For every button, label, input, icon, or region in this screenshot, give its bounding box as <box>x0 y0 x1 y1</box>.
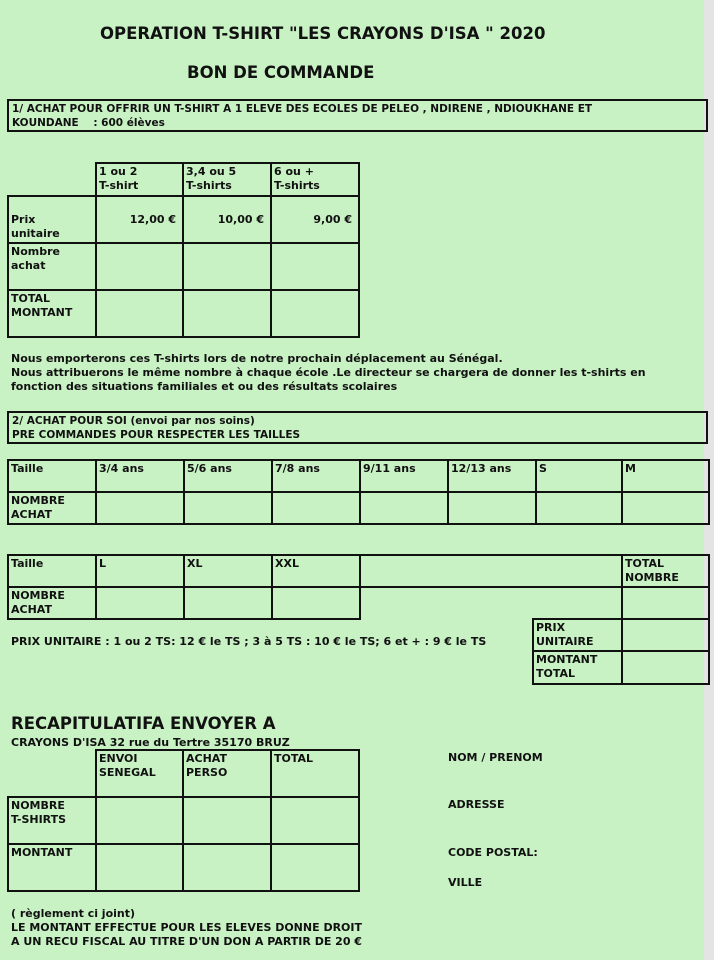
section1-heading-box <box>7 99 708 132</box>
footer-note: ( règlement ci joint) LE MONTANT EFFECTUE POUR LES ELEVES DONNE DROIT A UN RECU FISCAL AU TITRE D'UN DON A PARTIR DE 20 € <box>11 907 362 948</box>
prix-unitaire-info: PRIX UNITAIRE : 1 ou 2 TS: 12 € le TS ; 3 à 5 TS : 10 € le TS; 6 et + : 9 € le TS <box>11 635 487 648</box>
section2-heading-line2: PRE COMMANDES POUR RESPECTER LES TAILLES <box>12 429 301 441</box>
recap-nombre-envoi[interactable] <box>96 797 183 844</box>
blank-cell <box>360 555 622 587</box>
recap-montant-envoi[interactable] <box>96 844 183 891</box>
total-nombre-label: TOTAL NOMBRE <box>622 555 709 587</box>
prix-montant-table <box>532 618 710 685</box>
qty-m[interactable] <box>622 492 709 524</box>
qty-9-11[interactable] <box>360 492 448 524</box>
nombre-cell-2[interactable] <box>183 243 271 290</box>
field-code-postal[interactable]: CODE POSTAL: <box>448 846 538 859</box>
sizes-table-2 <box>7 554 710 620</box>
row-label-prix: Prix unitaire <box>8 196 96 243</box>
size-xxl: XXL <box>272 555 360 587</box>
qty-l[interactable] <box>96 587 184 619</box>
section1-heading-line2: KOUNDANE : 600 élèves <box>12 117 165 129</box>
size-5-6: 5/6 ans <box>184 460 272 492</box>
qty-5-6[interactable] <box>184 492 272 524</box>
price-cell-2: 10,00 € <box>183 196 271 243</box>
taille-label: Taille <box>8 460 96 492</box>
recap-title: RECAPITULATIFA ENVOYER A <box>11 714 276 733</box>
size-3-4: 3/4 ans <box>96 460 184 492</box>
size-xl: XL <box>184 555 272 587</box>
field-ville[interactable]: VILLE <box>448 876 483 889</box>
total-cell-1[interactable] <box>96 290 183 337</box>
recap-col-envoi: ENVOI SENEGAL <box>96 750 183 797</box>
section2-heading-box <box>7 411 708 444</box>
recap-col-total: TOTAL <box>271 750 359 797</box>
qty-3-4[interactable] <box>96 492 184 524</box>
col-header-3-5: 3,4 ou 5 T-shirts <box>183 163 271 196</box>
empty-cell <box>360 587 622 619</box>
size-7-8: 7/8 ans <box>272 460 360 492</box>
nombre-achat-label: NOMBRE ACHAT <box>8 492 96 524</box>
recap-montant-achat[interactable] <box>183 844 271 891</box>
col-header-6-plus: 6 ou + T-shirts <box>271 163 359 196</box>
montant-total-label: MONTANT TOTAL <box>533 651 622 684</box>
field-adresse[interactable]: ADRESSE <box>448 798 505 811</box>
recap-montant-total[interactable] <box>271 844 359 891</box>
recap-table <box>7 749 360 892</box>
qty-7-8[interactable] <box>272 492 360 524</box>
offer-price-table <box>7 162 360 338</box>
section2-heading-line1: 2/ ACHAT POUR SOI (envoi par nos soins) <box>12 415 255 427</box>
section1-note: Nous emporterons ces T-shirts lors de notre prochain déplacement au Sénégal. Nous attribuerons le même nombre à chaque école .Le directeur se chargera de donner les t-shirts en fonction des situations familiales et ou des résultats scolaires <box>11 352 646 393</box>
total-nombre-value[interactable] <box>622 587 709 619</box>
taille-label-2: Taille <box>8 555 96 587</box>
nombre-achat-label-2: NOMBRE ACHAT <box>8 587 96 619</box>
table-corner <box>8 163 96 196</box>
qty-xxl[interactable] <box>272 587 360 619</box>
recap-row-nombre: NOMBRE T-SHIRTS <box>8 797 96 844</box>
row-label-nombre: Nombre achat <box>8 243 96 290</box>
size-l: L <box>96 555 184 587</box>
col-header-1-2: 1 ou 2 T-shirt <box>96 163 183 196</box>
prix-unitaire-label: PRIX UNITAIRE <box>533 619 622 651</box>
prix-unitaire-value[interactable] <box>622 619 709 651</box>
size-12-13: 12/13 ans <box>448 460 536 492</box>
recap-nombre-achat[interactable] <box>183 797 271 844</box>
total-cell-2[interactable] <box>183 290 271 337</box>
size-m: M <box>622 460 709 492</box>
section1-heading-line1: 1/ ACHAT POUR OFFRIR UN T-SHIRT A 1 ELEVE DES ECOLES DE PELEO , NDIRENE , NDIOUKHANE ET <box>12 103 593 115</box>
page-title: OPERATION T-SHIRT "LES CRAYONS D'ISA " 2020 <box>100 24 546 43</box>
recap-nombre-total[interactable] <box>271 797 359 844</box>
price-cell-3: 9,00 € <box>271 196 359 243</box>
nombre-cell-3[interactable] <box>271 243 359 290</box>
size-s: S <box>536 460 622 492</box>
qty-12-13[interactable] <box>448 492 536 524</box>
page-subtitle: BON DE COMMANDE <box>187 63 375 82</box>
qty-xl[interactable] <box>184 587 272 619</box>
montant-total-value[interactable] <box>622 651 709 684</box>
size-9-11: 9/11 ans <box>360 460 448 492</box>
row-label-total: TOTAL MONTANT <box>8 290 96 337</box>
field-nom-prenom[interactable]: NOM / PRENOM <box>448 751 543 764</box>
recap-corner <box>8 750 96 797</box>
price-cell-1: 12,00 € <box>96 196 183 243</box>
nombre-cell-1[interactable] <box>96 243 183 290</box>
sizes-table-1 <box>7 459 710 525</box>
recap-row-montant: MONTANT <box>8 844 96 891</box>
recap-address: CRAYONS D'ISA 32 rue du Tertre 35170 BRUZ <box>11 736 290 749</box>
recap-col-achat: ACHAT PERSO <box>183 750 271 797</box>
total-cell-3[interactable] <box>271 290 359 337</box>
qty-s[interactable] <box>536 492 622 524</box>
